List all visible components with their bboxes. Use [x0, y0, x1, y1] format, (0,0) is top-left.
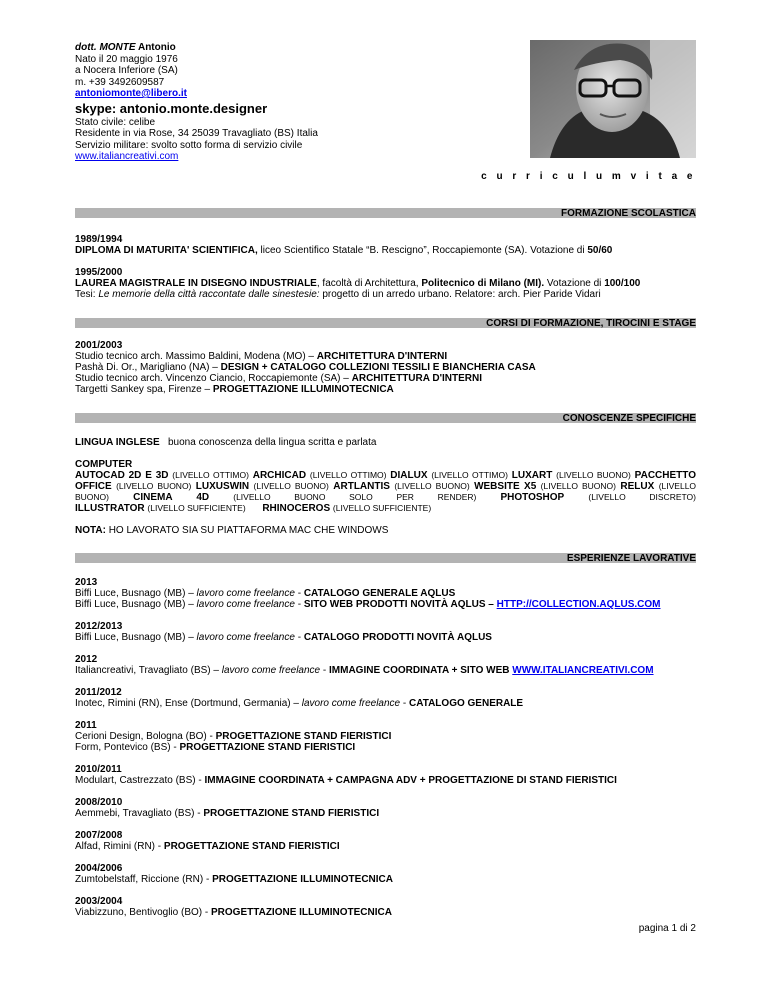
- computer-label: COMPUTER: [75, 459, 133, 470]
- job-row: Biffi Luce, Busnago (MB) – lavoro come freelance - SITO WEB PRODOTTI NOVITÀ AQLUS – HTTP://COLLECTION.AQLUS.COM: [75, 599, 661, 610]
- year-label: 2011: [75, 720, 97, 731]
- year-label: 2012: [75, 654, 98, 665]
- formazione-block: [75, 234, 696, 300]
- lingua-row: LINGUA INGLESE buona conoscenza della lingua scritta e parlata: [75, 437, 377, 448]
- job-row: Italiancreativi, Travagliato (BS) – lavoro come freelance - IMMAGINE COORDINATA + SITO WEB WWW.ITALIANCREATIVI.COM: [75, 665, 654, 676]
- italiancreativi-link[interactable]: WWW.ITALIANCREATIVI.COM: [512, 665, 654, 676]
- year-label: 2003/2004: [75, 896, 123, 907]
- aqlus-link[interactable]: HTTP://COLLECTION.AQLUS.COM: [496, 599, 661, 610]
- software-list: AUTOCAD 2D E 3D (LIVELLO OTTIMO) ARCHICAD (LIVELLO OTTIMO) DIALUX (LIVELLO OTTIMO) LUXART (LIVELLO BUONO) PACCHETTO OFFICE (LIVELLO BUONO) LUXUSWIN (LIVELLO BUONO) ARTLANTIS (LIVELLO BUONO) WEBSITE X5 (LIVELLO BUONO) RELUX (LIVELLO BUONO) CINEMA 4D (LIVELLO BUONO SOLO PER RENDER) PHOTOSHOP (LIVELLO DISCRETO): [75, 470, 697, 503]
- email-link[interactable]: antoniomonte@libero.it: [75, 88, 187, 99]
- mobile-number: m. +39 3492609587: [75, 76, 165, 88]
- software-list-last: ILLUSTRATOR (LIVELLO SUFFICIENTE) RHINOCEROS (LIVELLO SUFFICIENTE): [75, 503, 432, 514]
- corso-row: Targetti Sankey spa, Firenze – PROGETTAZIONE ILLUMINOTECNICA: [75, 384, 394, 395]
- job-row: Alfad, Rimini (RN) - PROGETTAZIONE STAND FIERISTICI: [75, 841, 340, 852]
- esperienze-block: [75, 577, 696, 918]
- section-title-esperienze: ESPERIENZE LAVORATIVE: [566, 553, 696, 564]
- skype-handle: skype: antonio.monte.designer: [75, 100, 268, 116]
- nota-row: NOTA: HO LAVORATO SIA SU PIATTAFORMA MAC CHE WINDOWS: [75, 525, 389, 536]
- corsi-block: [75, 340, 696, 395]
- year-label: 1989/1994: [75, 234, 123, 245]
- civil-status: Stato civile: celibe: [75, 116, 156, 128]
- job-row: Biffi Luce, Busnago (MB) – lavoro come freelance - CATALOGO PRODOTTI NOVITÀ AQLUS: [75, 632, 492, 643]
- year-label: 2001/2003: [75, 340, 123, 351]
- birth-date: Nato il 20 maggio 1976: [75, 53, 178, 65]
- job-row: Aemmebi, Travagliato (BS) - PROGETTAZIONE STAND FIERISTICI: [75, 808, 380, 819]
- military-service: Servizio militare: svolto sotto forma di servizio civile: [75, 139, 303, 151]
- laurea-entry: LAUREA MAGISTRALE IN DISEGNO INDUSTRIALE, facoltà di Architettura, Politecnico di Milano (MI). Votazione di 100/100: [75, 278, 641, 289]
- job-row: Biffi Luce, Busnago (MB) – lavoro come freelance - CATALOGO GENERALE AQLUS: [75, 588, 456, 599]
- section-title-corsi: CORSI DI FORMAZIONE, TIROCINI E STAGE: [486, 318, 696, 329]
- contact-header: [75, 42, 455, 163]
- year-label: 2007/2008: [75, 830, 123, 841]
- website-link[interactable]: www.italiancreativi.com: [75, 151, 179, 162]
- corso-row: Studio tecnico arch. Vincenzo Ciancio, Roccapiemonte (SA) – ARCHITETTURA D'INTERNI: [75, 373, 482, 384]
- year-label: 2008/2010: [75, 797, 123, 808]
- job-row: Viabizzuno, Bentivoglio (BO) - PROGETTAZIONE ILLUMINOTECNICA: [75, 907, 392, 918]
- year-label: 2011/2012: [75, 687, 122, 698]
- full-name: dott. MONTE Antonio: [75, 42, 176, 53]
- corso-row: Pashà Di. Or., Marigliano (NA) – DESIGN + CATALOGO COLLEZIONI TESSILI E BIANCHERIA CASA: [75, 362, 536, 373]
- profile-photo: [530, 40, 696, 158]
- year-label: 2004/2006: [75, 863, 123, 874]
- residence: Residente in via Rose, 34 25039 Travagliato (BS) Italia: [75, 128, 318, 139]
- job-row: Modulart, Castrezzato (BS) - IMMAGINE COORDINATA + CAMPAGNA ADV + PROGETTAZIONE DI STAND FIERISTICI: [75, 775, 617, 786]
- section-title-conoscenze: CONOSCENZE SPECIFICHE: [562, 413, 696, 424]
- birth-place: a Nocera Inferiore (SA): [75, 65, 178, 76]
- thesis-entry: Tesi: Le memorie della città raccontate dalle sinestesie: progetto di un arredo urbano. Relatore: arch. Pier Paride Vidari: [75, 289, 601, 300]
- year-label: 2010/2011: [75, 764, 122, 775]
- curriculum-vitae-label: c u r r i c u l u m v i t a e: [481, 171, 696, 182]
- job-row: Inotec, Rimini (RN), Ense (Dortmund, Germania) – lavoro come freelance - CATALOGO GENERALE: [75, 698, 524, 709]
- year-label: 2013: [75, 577, 98, 588]
- conoscenze-block: [75, 437, 696, 536]
- job-row: Cerioni Design, Bologna (BO) - PROGETTAZIONE STAND FIERISTICI: [75, 731, 392, 742]
- corso-row: Studio tecnico arch. Massimo Baldini, Modena (MO) – ARCHITETTURA D'INTERNI: [75, 351, 448, 362]
- section-title-formazione: FORMAZIONE SCOLASTICA: [561, 208, 696, 219]
- job-row: Form, Pontevico (BS) - PROGETTAZIONE STAND FIERISTICI: [75, 742, 356, 753]
- year-label: 2012/2013: [75, 621, 123, 632]
- job-row: Zumtobelstaff, Riccione (RN) - PROGETTAZIONE ILLUMINOTECNICA: [75, 874, 393, 885]
- year-label: 1995/2000: [75, 267, 123, 278]
- page-number: pagina 1 di 2: [638, 923, 696, 934]
- diploma-entry: DIPLOMA DI MATURITA' SCIENTIFICA, liceo Scientifico Statale “B. Rescigno”, Roccapiemonte (SA). Votazione di 50/60: [75, 245, 613, 256]
